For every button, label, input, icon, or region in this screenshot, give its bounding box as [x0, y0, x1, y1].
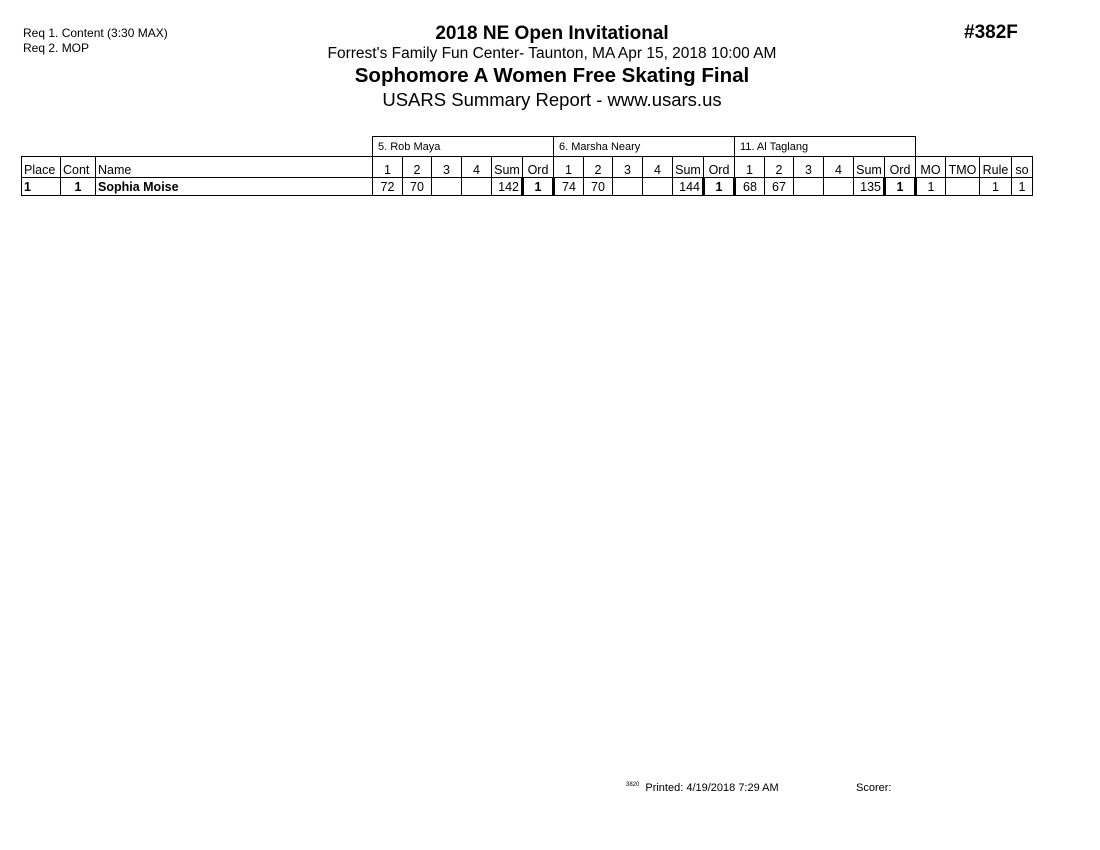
- score-cell: [824, 178, 854, 196]
- ord-cell: 1: [523, 178, 554, 196]
- col-score-4: 4: [462, 157, 492, 178]
- col-score-1: 1: [554, 157, 584, 178]
- column-header-row: [22, 157, 1033, 178]
- requirement-1: Req 1. Content (3:30 MAX): [23, 26, 168, 40]
- skater-name: Sophia Moise: [96, 178, 373, 196]
- col-rule: Rule: [980, 157, 1012, 178]
- judges-row: [22, 137, 1033, 157]
- score-cell: [643, 178, 673, 196]
- table-row: [22, 178, 1033, 196]
- sum-cell: 142: [492, 178, 523, 196]
- judges-spacer: [916, 137, 1033, 157]
- report-code: 3820: [626, 782, 640, 789]
- judges-spacer: [22, 137, 373, 157]
- col-name: Name: [96, 157, 373, 178]
- sum-cell: 144: [673, 178, 704, 196]
- col-place: Place: [22, 157, 61, 178]
- ord-cell: 1: [885, 178, 916, 196]
- score-cell: 72: [373, 178, 403, 196]
- col-cont: Cont: [61, 157, 96, 178]
- col-score-1: 1: [373, 157, 403, 178]
- cont-cell: 1: [61, 178, 96, 196]
- col-score-2: 2: [403, 157, 432, 178]
- score-cell: 68: [735, 178, 765, 196]
- col-sum: Sum: [854, 157, 885, 178]
- col-score-4: 4: [643, 157, 673, 178]
- so-cell: 1: [1012, 178, 1033, 196]
- judge-header: 11. Al Taglang: [735, 137, 916, 157]
- col-mo: MO: [916, 157, 946, 178]
- judge-header: 6. Marsha Neary: [554, 137, 735, 157]
- results-table: [21, 136, 1033, 196]
- requirement-2: Req 2. MOP: [23, 41, 90, 55]
- col-ord: Ord: [523, 157, 554, 178]
- score-cell: 70: [403, 178, 432, 196]
- col-score-3: 3: [613, 157, 643, 178]
- venue-date-line: Forrest's Family Fun Center- Taunton, MA Apr 15, 2018 10:00 AM: [327, 45, 777, 62]
- col-score-1: 1: [735, 157, 765, 178]
- report-title: USARS Summary Report - www.usars.us: [382, 89, 722, 110]
- score-cell: 74: [554, 178, 584, 196]
- col-score-2: 2: [584, 157, 613, 178]
- event-name: Sophomore A Women Free Skating Final: [354, 64, 750, 87]
- col-ord: Ord: [885, 157, 916, 178]
- score-cell: [462, 178, 492, 196]
- mo-cell: 1: [916, 178, 946, 196]
- col-score-2: 2: [765, 157, 794, 178]
- col-so: so: [1012, 157, 1033, 178]
- printed-label: Printed: 4/19/2018 7:29 AM: [645, 782, 779, 794]
- rule-cell: 1: [980, 178, 1012, 196]
- score-cell: [613, 178, 643, 196]
- judge-header: 5. Rob Maya: [373, 137, 554, 157]
- score-cell: [432, 178, 462, 196]
- col-sum: Sum: [673, 157, 704, 178]
- sum-cell: 135: [854, 178, 885, 196]
- score-cell: 67: [765, 178, 794, 196]
- competition-title: 2018 NE Open Invitational: [435, 23, 669, 44]
- score-cell: 70: [584, 178, 613, 196]
- printed-timestamp: [626, 782, 779, 794]
- col-ord: Ord: [704, 157, 735, 178]
- ord-cell: 1: [704, 178, 735, 196]
- col-score-4: 4: [824, 157, 854, 178]
- col-sum: Sum: [492, 157, 523, 178]
- scorer-label: Scorer:: [856, 782, 892, 794]
- col-score-3: 3: [794, 157, 824, 178]
- col-tmo: TMO: [946, 157, 980, 178]
- tmo-cell: [946, 178, 980, 196]
- event-number: #382F: [964, 22, 1018, 43]
- score-cell: [794, 178, 824, 196]
- place-cell: 1: [22, 178, 61, 196]
- col-score-3: 3: [432, 157, 462, 178]
